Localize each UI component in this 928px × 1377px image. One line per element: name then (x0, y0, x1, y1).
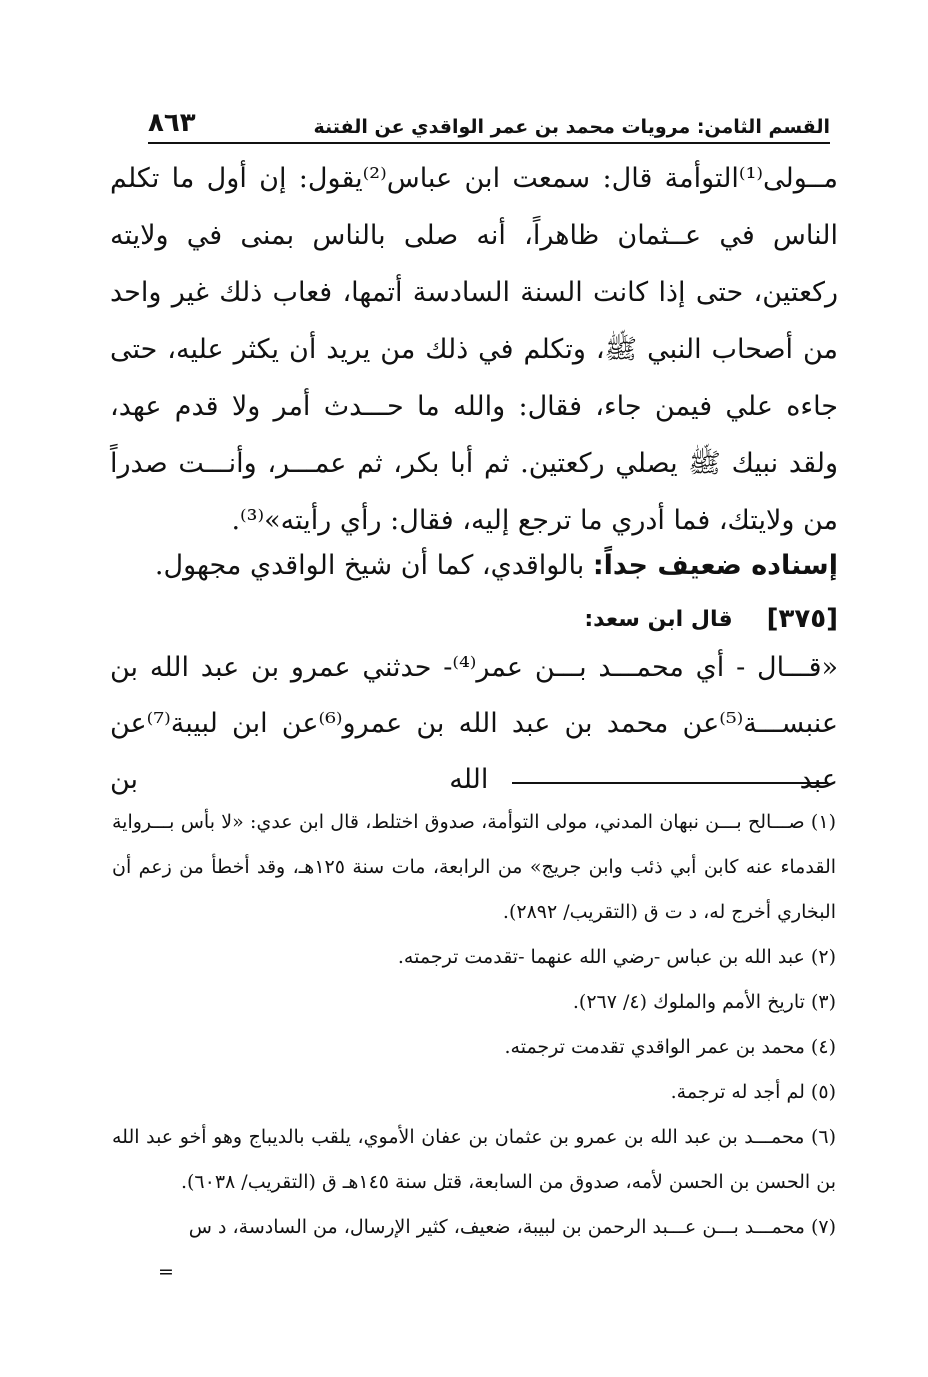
verdict-label: إسناده ضعيف جداً: (592, 550, 838, 581)
footnotes (112, 800, 836, 1250)
footnote-6: (٦) محمـــد بن عبد الله بن عمرو بن عثمان بن عفان الأموي، يلقب بالديباج وهو أخو عبد الله بن الحسن بن الحسن لأمه، صدوق من السابعة، قتل سنة ١٤٥هـ ق (التقريب/ ٦٠٣٨). (112, 1126, 836, 1193)
narration-paragraph: مــولى⁽¹⁾التوأمة قال: سمعت ابن عباس⁽²⁾يقول: إن أول ما تكلم الناس في عــثمان ظاهراً، أنه صلى بالناس بمنى في ولايته ركعتين، حتى إذا كانت السنة السادسة أتمها، فعاب ذلك غير واحد من أصحاب النبي ﷺ، وتكلم في ذلك من يريد أن يكثر عليه، حتى جاءه علي فيمن جاء، فقال: والله ما حـــدث أمر ولا قدم عهد، ولقد نبيك ﷺ يصلي ركعتين. ثم أبا بكر، ثم عمـــر، وأنـــت صدراً من ولايتك، فما أدري ما ترجع إليه، فقال: رأي رأيته»⁽³⁾. (110, 163, 838, 536)
page-header (148, 104, 830, 144)
footnote-4: (٤) محمد بن عمر الواقدي تقدمت ترجمته. (504, 1036, 836, 1058)
running-title: القسم الثامن: مرويات محمد بن عمر الواقدي عن الفتنة (313, 116, 830, 138)
footnote-7: (٧) محمـــد بـــن عـــبد الرحمن بن لبيبة، ضعيف، كثير الإرسال، من السادسة، د س (188, 1216, 836, 1238)
footnote-5: (٥) لم أجد له ترجمة. (670, 1081, 836, 1103)
chain-verdict (110, 540, 838, 592)
footnote-2: (٢) عبد الله بن عباس -رضي الله عنهما -تقدمت ترجمته. (397, 946, 836, 968)
narration-heading (110, 598, 838, 640)
narration-number: [٣٧٥] (766, 604, 838, 634)
footnote-continuation-mark: = (158, 1261, 174, 1283)
narration-intro: قال ابن سعد: (584, 606, 733, 632)
footnote-divider (512, 782, 828, 784)
footnote-3: (٣) تاريخ الأمم والملوك (٤/ ٢٦٧). (572, 991, 836, 1013)
main-text (110, 150, 838, 549)
page-number: ٨٦٣ (148, 108, 196, 138)
verdict-text: بالواقدي، كما أن شيخ الواقدي مجهول. (154, 550, 593, 581)
footnote-1: (١) صـــالح بـــن نبهان المدني، مولى التوأمة، صدوق اختلط، قال ابن عدي: «لا بأس بـــرواية القدماء عنه كابن أبي ذئب وابن جريج» من الرابعة، مات سنة ١٢٥هـ، وقد أخطأ من زعم أن البخاري أخرج له، د ت ق (التقريب/ ٢٨٩٢). (112, 811, 837, 923)
narration-paragraph-2: «قـــال - أي محمـــد بـــن عمر⁽⁴⁾- حدثني عمرو بن عبد الله بن عنبســـة⁽⁵⁾عن محمد بن عبد الله بن عمرو⁽⁶⁾عن ابن لبيبة⁽⁷⁾عن عبد الله بن (110, 652, 838, 795)
